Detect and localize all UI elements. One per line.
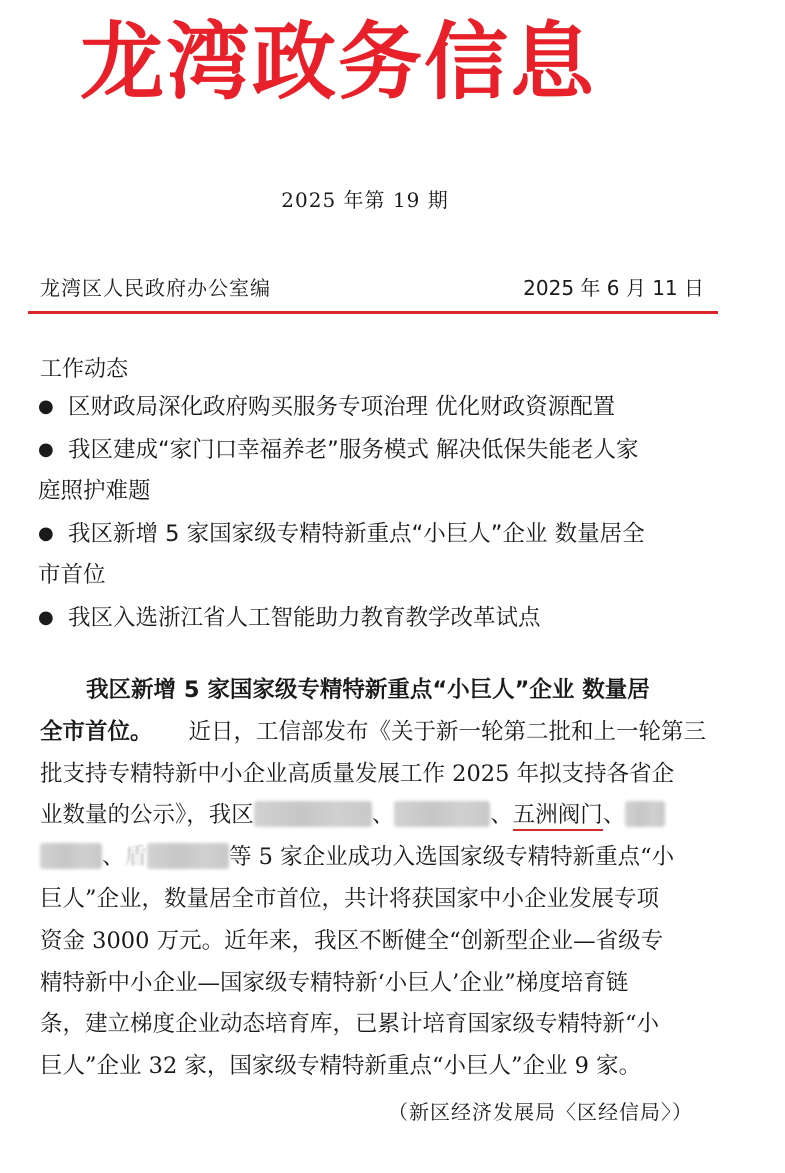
article-line <box>40 712 706 754</box>
article-headline: 我区新增 5 家国家级专精特新重点“小巨人”企业 数量居 <box>86 677 650 703</box>
toc-item-text: 庭照护难题 <box>38 478 151 504</box>
redacted-company <box>40 843 102 869</box>
article-line: 精特新中小企业—国家级专精特新‘小巨人’企业”梯度培育链 <box>40 969 629 996</box>
highlighted-company: 五洲阀门 <box>513 802 603 831</box>
toc-list <box>38 386 708 639</box>
article-line <box>40 795 706 837</box>
publication-meta <box>40 272 704 301</box>
separator: 、 <box>602 802 626 829</box>
publish-date: 2025 年 6 月 11 日 <box>523 276 704 300</box>
toc-item-text: 我区新增 5 家国家级专精特新重点“小巨人”企业 数量居全 <box>68 520 645 547</box>
bullet-icon: ● <box>38 606 54 628</box>
article-text: 近日，工信部发布《关于新一轮第二批和上一轮第三 <box>188 718 706 745</box>
article-headline-end: 全市首位。 <box>40 718 153 745</box>
article-line: 条，建立梯度企业动态培育库，已累计培育国家级专精特新“小 <box>40 1011 660 1038</box>
article-line <box>40 837 706 879</box>
toc-item <box>38 471 708 513</box>
redacted-fragment: 盾 <box>124 844 148 871</box>
article-line: 批支持专精特新中小企业高质量发展工作 2025 年拟支持各省企 <box>40 760 675 787</box>
toc-item <box>38 597 708 640</box>
toc-section-title: 工作动态 <box>40 357 129 382</box>
toc-item <box>38 429 708 472</box>
article-line: 资金 3000 万元。近年来，我区不断健全“创新型企业—省级专 <box>40 927 664 954</box>
separator: 、 <box>102 844 125 871</box>
editor-line: 龙湾区人民政府办公室编 <box>40 276 271 300</box>
redacted-company <box>625 801 665 827</box>
toc-item-text: 市首位 <box>38 562 106 588</box>
issue-number: 2025 年第 19 期 <box>281 188 449 212</box>
toc-item <box>38 555 708 597</box>
article-text: 等 5 家企业成功入选国家级专精特新重点“小 <box>229 844 675 871</box>
separator: 、 <box>490 802 513 829</box>
toc-item-text: 我区建成“家门口幸福养老”服务模式 解决低保失能老人家 <box>68 436 639 463</box>
bullet-icon: ● <box>38 438 54 460</box>
redacted-company <box>394 801 490 827</box>
toc-item <box>38 386 708 429</box>
redacted-company <box>254 801 372 827</box>
article-line: 巨人”企业 32 家，国家级专精特新重点“小巨人”企业 9 家。 <box>40 1053 642 1080</box>
redacted-company <box>147 843 229 869</box>
bullet-icon: ● <box>38 522 54 544</box>
header-rule <box>28 311 718 314</box>
article-body <box>40 670 706 1088</box>
toc-item-text: 区财政局深化政府购买服务专项治理 优化财政资源配置 <box>68 394 616 420</box>
bullet-icon: ● <box>38 396 54 417</box>
toc-item <box>38 513 708 556</box>
article-text: 业数量的公示》，我区 <box>40 802 254 829</box>
separator: 、 <box>371 802 395 829</box>
article-source: （新区经济发展局〈区经信局〉） <box>388 1100 693 1124</box>
toc-item-text: 我区入选浙江省人工智能助力教育教学改革试点 <box>68 604 541 631</box>
masthead-title: 龙湾政务信息 <box>80 13 597 111</box>
article-line: 巨人”企业，数量居全市首位，共计将获国家中小企业发展专项 <box>40 885 660 912</box>
